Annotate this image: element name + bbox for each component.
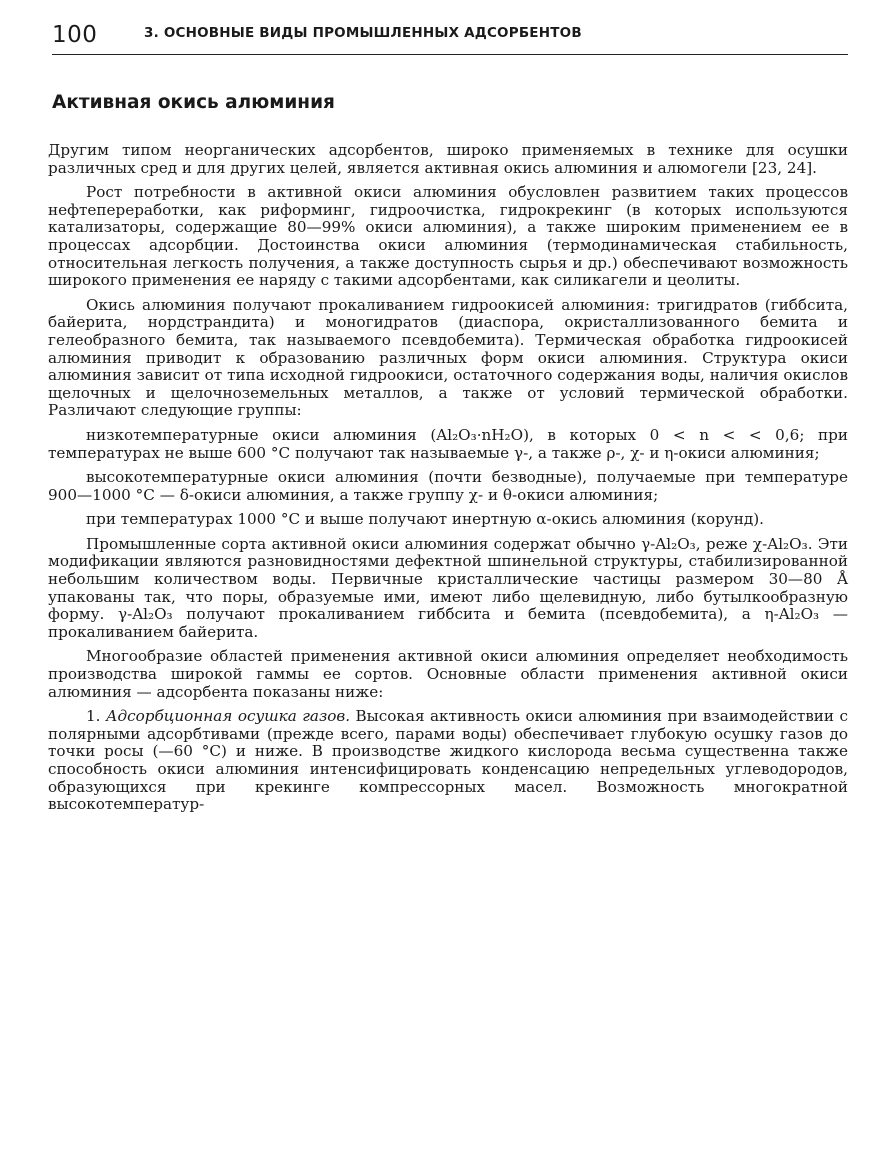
- paragraph: Другим типом неорганических адсорбентов, широко применяемых в технике для осушки различных сред и для других целей, является активная окись алюминия и алюмогели [23, 24].: [48, 141, 848, 177]
- chapter-title: 3. ОСНОВНЫЕ ВИДЫ ПРОМЫШЛЕННЫХ АДСОРБЕНТОВ: [144, 25, 582, 41]
- list-item-title: Адсорбционная осушка газов.: [105, 707, 351, 726]
- paragraph: Промышленные сорта активной окиси алюминия содержат обычно γ-Al₂O₃, реже χ-Al₂O₃. Эти модификации являются разновидностями дефектной шпинельной структуры, стабилизированной небольшим количеством воды. Первичные кристаллические частицы размером 30—80 Å упакованы так, что поры, образуемые ими, имеют либо щелевидную, либо бутылкообразную форму. γ-Al₂O₃ получают прокаливанием гиббсита и бемита (псевдобемита), а η-Al₂O₃ — прокаливанием байерита.: [48, 534, 848, 641]
- paragraph: Окись алюминия получают прокаливанием гидроокисей алюминия: тригидратов (гиббсита, байерита, нордстрандита) и моногидратов (диаспора, окристаллизованного бемита и гелеобразного бемита, так называемого псевдобемита). Термическая обработка гидроокисей алюминия приводит к образованию различных форм окиси алюминия. Структура окиси алюминия зависит от типа исходной гидроокиси, остаточного содержания воды, наличия окислов щелочных и щелочноземельных металлов, а также от условий термической обработки. Различают следующие группы:: [48, 295, 848, 420]
- list-item-text: Высокая активность окиси алюминия при взаимодействии с полярными адсорбтивами (прежде всего, парами воды) обеспечивает глубокую осушку газов до точки росы (—60 °С) и ниже. В производстве жидкого кислорода весьма существенна также способность окиси алюминия интенсифицировать конденсацию непредельных углеводородов, образующихся при крекинге компрессорных масел. Возможность многократной высокотемператур-: [48, 707, 848, 814]
- body-text: [48, 142, 848, 820]
- paragraph: Многообразие областей применения активной окиси алюминия определяет необходимость производства широкой гаммы ее сортов. Основные области применения активной окиси алюминия — адсорбента показаны ниже:: [48, 647, 848, 701]
- page-number: 100: [52, 22, 98, 48]
- paragraph: Рост потребности в активной окиси алюминия обусловлен развитием таких процессов нефтепереработки, как риформинг, гидроочистка, гидрокрекинг (в которых используются катализаторы, содержащие 80—99% окиси алюминия), а также широким применением ее в процессах адсорбции. Достоинства окиси алюминия (термодинамическая стабильность, относительная легкость получения, а также доступность сырья и др.) обеспечивают возможность широкого применения ее наряду с такими адсорбентами, как силикагели и цеолиты.: [48, 183, 848, 290]
- list-item: [48, 708, 848, 814]
- paragraph: при температурах 1000 °С и выше получают инертную α-окись алюминия (корунд).: [86, 510, 765, 529]
- running-header: [52, 22, 852, 52]
- paragraph: низкотемпературные окиси алюминия (Al₂O₃·nH₂O), в которых 0 < n < < 0,6; при температурах не выше 600 °С получают так называемые γ-, а также ρ-, χ- и η-окиси алюминия;: [48, 425, 848, 462]
- list-item-number: 1.: [86, 707, 101, 726]
- section-title: Активная окись алюминия: [52, 92, 335, 113]
- paragraph: высокотемпературные окиси алюминия (почти безводные), получаемые при температуре 900—1000 °С — δ-окиси алюминия, а также группу χ- и θ-окиси алюминия;: [48, 468, 848, 504]
- header-rule: [52, 54, 848, 55]
